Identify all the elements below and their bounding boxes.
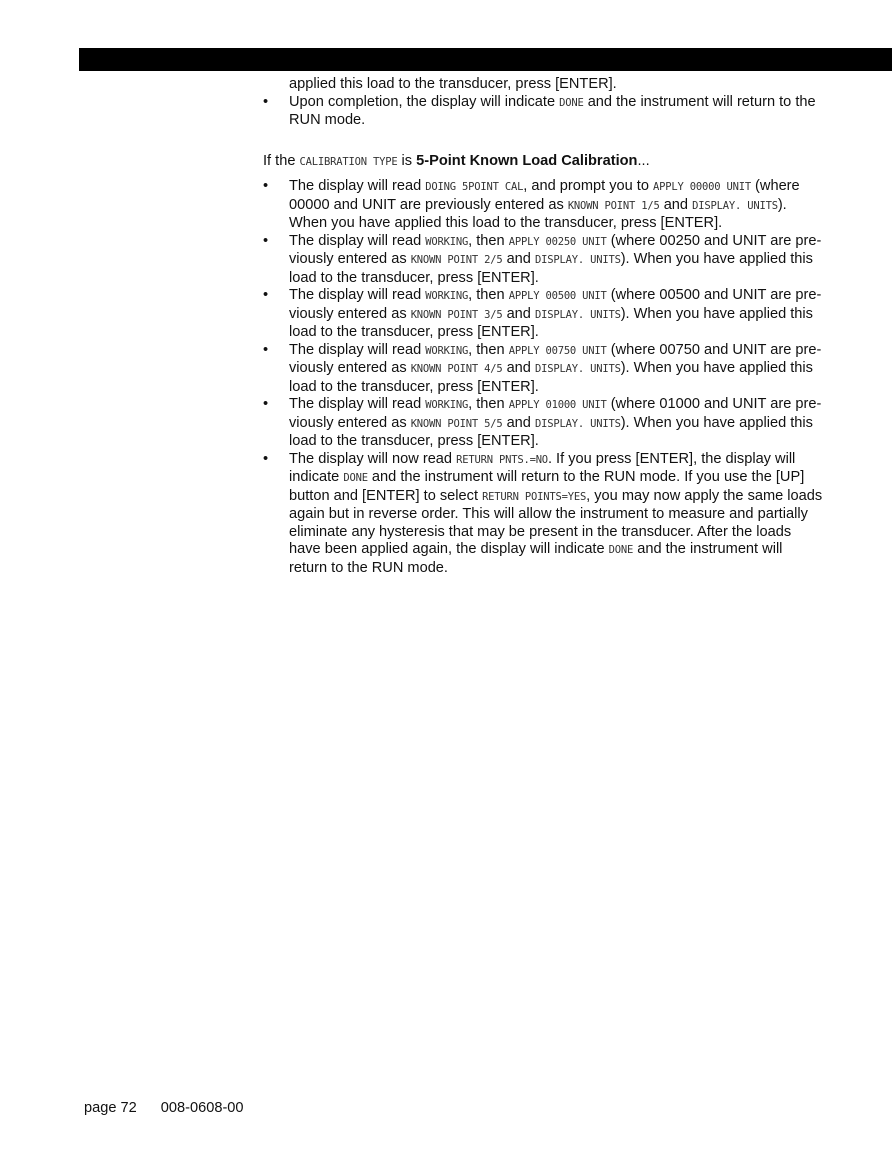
list-item xyxy=(263,94,823,130)
text: and the instrument will return to the RUN mode. xyxy=(289,93,816,128)
text: The display will read xyxy=(289,341,426,358)
display-readout: WORKING xyxy=(425,290,469,302)
continuation-line: applied this load to the transducer, press [ENTER]. xyxy=(289,76,617,92)
display-readout: APPLY 00250 UNIT xyxy=(508,235,607,248)
section-intro xyxy=(263,153,823,172)
text: ). When you have applied this load to the transducer, press [ENTER]. xyxy=(289,414,813,449)
text: The display will now read xyxy=(289,450,457,467)
text: ... xyxy=(637,152,650,169)
display-readout: DISPLAY. UNITS xyxy=(534,417,621,430)
text: (where 00000 and UNIT are previously entered as xyxy=(289,178,800,213)
text: The display will read xyxy=(289,287,426,303)
text: ). When you have applied this load to the transducer, press [ENTER]. xyxy=(289,251,813,286)
bullet-marker: • xyxy=(263,178,269,194)
text: and xyxy=(502,360,535,376)
text: , then xyxy=(468,232,509,249)
text: (where 01000 and UNIT are previously entered as xyxy=(289,396,822,431)
display-readout: APPLY 01000 UNIT xyxy=(508,399,607,411)
bullet-marker: • xyxy=(263,450,269,467)
bullet-marker: • xyxy=(263,341,269,358)
text: (where 00500 and UNIT are previously entered as xyxy=(289,287,822,322)
intro-bullet-list xyxy=(263,94,823,130)
display-readout: WORKING xyxy=(425,344,469,357)
display-readout: WORKING xyxy=(425,399,469,411)
text: If the xyxy=(263,152,300,169)
display-readout: KNOWN POINT 5/5 xyxy=(410,417,503,430)
text: , then xyxy=(468,287,509,303)
display-readout: KNOWN POINT 2/5 xyxy=(410,254,503,266)
text: and the instrument will return to the RUN mode. xyxy=(289,541,783,576)
bullet-marker: • xyxy=(263,396,269,412)
bullet-marker: • xyxy=(263,287,269,303)
calibration-steps-list xyxy=(263,178,823,577)
list-item xyxy=(263,451,823,578)
list-item xyxy=(263,342,823,397)
text: , then xyxy=(468,396,509,412)
text: The display will read xyxy=(289,178,426,194)
display-readout: DONE xyxy=(559,96,584,109)
text: and xyxy=(502,251,535,267)
text: ). When you have applied this load to the transducer, press [ENTER]. xyxy=(289,305,813,340)
list-item xyxy=(263,178,823,233)
display-readout: DISPLAY. UNITS xyxy=(534,363,621,375)
text: is xyxy=(397,152,417,169)
text: Upon completion, the display will indicate xyxy=(289,93,560,110)
text: ). When you have applied this load to the transducer, press [ENTER]. xyxy=(289,196,787,231)
page-body xyxy=(263,76,823,577)
display-readout: DONE xyxy=(343,472,368,484)
display-readout: DISPLAY. UNITS xyxy=(692,199,778,212)
display-readout: APPLY 00750 UNIT xyxy=(508,344,607,357)
display-readout: KNOWN POINT 4/5 xyxy=(410,363,503,375)
document-number: 008-0608-00 xyxy=(160,1100,244,1116)
list-item xyxy=(263,233,823,288)
display-readout: DISPLAY. UNITS xyxy=(534,254,621,266)
display-readout: CALIBRATION TYPE xyxy=(299,155,398,168)
text: and xyxy=(502,305,535,322)
display-readout: KNOWN POINT 3/5 xyxy=(410,308,503,321)
text: and xyxy=(502,414,535,431)
display-readout: DISPLAY. UNITS xyxy=(534,308,621,321)
display-readout: RETURN PNTS.=NO xyxy=(456,453,548,466)
text: The display will read xyxy=(289,232,426,249)
text: and xyxy=(659,196,693,213)
display-readout: APPLY 00500 UNIT xyxy=(508,290,607,302)
display-readout: DOING 5POINT CAL xyxy=(425,181,524,193)
text: , you may now apply the same loads again but in reverse order. This will allow the instrument to measure and partially eliminate any hysteresis that may be present in the transducer. After the loads have been applied again, the display will indicate xyxy=(289,487,823,557)
display-readout: KNOWN POINT 1/5 xyxy=(567,199,660,212)
display-readout: WORKING xyxy=(425,235,469,248)
text: and the instrument will return to the RUN mode. If you use the [UP] button and [ENTER] to select xyxy=(289,469,805,504)
text: , then xyxy=(468,341,509,358)
text: . If you press [ENTER], the display will indicate xyxy=(289,450,796,485)
header-bar xyxy=(79,48,892,71)
text: (where 00250 and UNIT are previously entered as xyxy=(289,232,822,267)
calibration-type-name: 5-Point Known Load Calibration xyxy=(416,152,638,169)
text: (where 00750 and UNIT are previously entered as xyxy=(289,341,822,376)
list-item xyxy=(263,396,823,451)
text: ). When you have applied this load to the transducer, press [ENTER]. xyxy=(289,360,813,395)
text: , and prompt you to xyxy=(523,178,654,194)
display-readout: RETURN POINTS=YES xyxy=(482,490,587,503)
text: The display will read xyxy=(289,396,426,412)
bullet-marker: • xyxy=(263,93,269,110)
bullet-marker: • xyxy=(263,232,269,249)
display-readout: APPLY 00000 UNIT xyxy=(653,181,751,193)
page-number: page 72 xyxy=(84,1100,137,1116)
list-item xyxy=(263,287,823,342)
display-readout: DONE xyxy=(608,544,634,556)
page-footer xyxy=(84,1100,268,1116)
